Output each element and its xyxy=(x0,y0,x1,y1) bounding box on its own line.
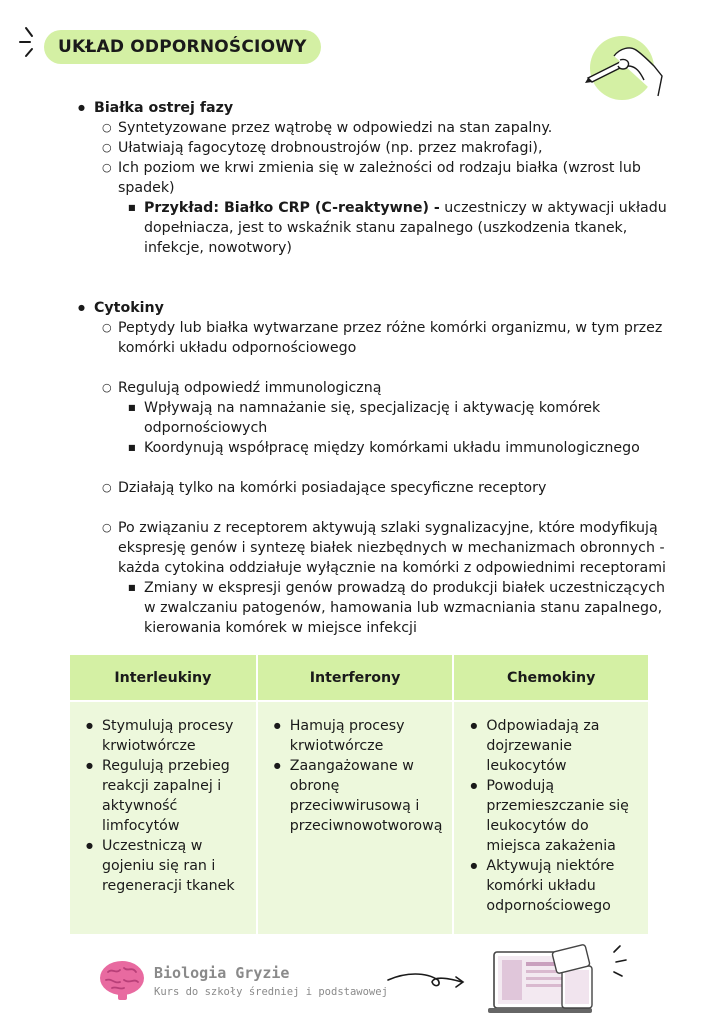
list-item-text: Ich poziom we krwi zmienia się w zależności od rodzaju białka (wzrost lub spadek) xyxy=(118,160,641,196)
section-heading: Cytokiny xyxy=(94,300,164,316)
cell-list-item: ● Hamują procesy krwiotwórcze xyxy=(272,716,443,756)
list-item-text: Syntetyzowane przez wątrobę w odpowiedzi na stan zapalny. xyxy=(118,120,553,136)
column-header: Chemokiny xyxy=(453,655,648,701)
list-item xyxy=(102,478,678,498)
section-cytokines xyxy=(78,298,678,638)
list-subitem-text: Wpływają na namnażanie się, specjalizację i aktywację komórek odpornościowych xyxy=(144,400,601,436)
section-acute-phase xyxy=(78,98,678,258)
list-item xyxy=(102,378,678,458)
cell-list-item: ● Regulują przebieg reakcji zapalnej i aktywność limfocytów xyxy=(84,756,246,836)
list-subitem xyxy=(126,398,678,438)
writing-hand-icon xyxy=(584,36,666,102)
list-item xyxy=(102,118,678,138)
list-item-text: Ułatwiają fagocytozę drobnoustrojów (np. przez makrofagi), xyxy=(118,140,543,156)
cell-list-item: ● Zaangażowane w obronę przeciwwirusową i przeciwnowotworową xyxy=(272,756,443,836)
list-item-text: Działają tylko na komórki posiadające specyficzne receptory xyxy=(118,480,547,496)
example-text: uczestniczy w aktywacji układu dopełniacza, jest to wskaźnik stanu zapalnego (uszkodzenia tkanek, infekcje, nowotwory) xyxy=(144,200,667,256)
table-cell xyxy=(70,701,257,934)
table-cell xyxy=(257,701,454,934)
example-label: Przykład: Białko CRP (C-reaktywne) - xyxy=(144,200,440,216)
list-item-text: Peptydy lub białka wytwarzane przez różne komórki organizmu, w tym przez komórki układu odpornościowego xyxy=(118,320,663,356)
list-item xyxy=(102,158,678,258)
footer xyxy=(0,940,720,1020)
content xyxy=(78,98,678,638)
cell-list-item: ● Stymulują procesy krwiotwórcze xyxy=(84,716,246,756)
page-title: UKŁAD ODPORNOŚCIOWY xyxy=(44,30,321,64)
example-item xyxy=(126,198,678,258)
list-subitem-text: Koordynują współpracę między komórkami układu immunologicznego xyxy=(144,440,640,456)
section-heading: Białka ostrej fazy xyxy=(94,100,234,116)
list-subitem xyxy=(126,578,678,638)
brand-tagline: Kurs do szkoły średniej i podstawowej xyxy=(154,986,388,998)
list-item-text: Po związaniu z receptorem aktywują szlaki sygnalizacyjne, które modyfikują ekspresję genów i syntezę białek niezbędnych w mechanizmach obronnych - każda cytokina oddziałuje wyłącznie na komórki z odpowiednimi receptorami xyxy=(118,520,666,576)
brand-name: Biologia Gryzie xyxy=(154,964,290,982)
cell-list-item: ● Aktywują niektóre komórki układu odpornościowego xyxy=(468,856,638,916)
column-header: Interferony xyxy=(257,655,454,701)
cell-list-item: ● Uczestniczą w gojeniu się ran i regeneracji tkanek xyxy=(84,836,246,896)
list-item xyxy=(102,518,678,638)
devices-icon xyxy=(488,944,638,1018)
list-subitem-text: Zmiany w ekspresji genów prowadzą do produkcji białek uczestniczących w zwalczaniu patogenów, hamowania lub wzmacniania stanu zapalnego, kierowania komórek w miejsce infekcji xyxy=(144,580,665,636)
brain-icon xyxy=(98,958,146,1002)
table-header-row xyxy=(70,655,648,701)
list-item xyxy=(102,318,678,358)
column-header: Interleukiny xyxy=(70,655,257,701)
cell-list-item: ● Odpowiadają za dojrzewanie leukocytów xyxy=(468,716,638,776)
arrow-icon xyxy=(386,966,466,996)
list-item-text: Regulują odpowiedź immunologiczną xyxy=(118,380,382,396)
table-row xyxy=(70,701,648,934)
table-cell xyxy=(453,701,648,934)
cell-list-item: ● Powodują przemieszczanie się leukocytów do miejsca zakażenia xyxy=(468,776,638,856)
list-subitem xyxy=(126,438,678,458)
list-item xyxy=(102,138,678,158)
sparkle-marks-icon xyxy=(16,22,40,62)
cytokine-table xyxy=(70,655,648,934)
